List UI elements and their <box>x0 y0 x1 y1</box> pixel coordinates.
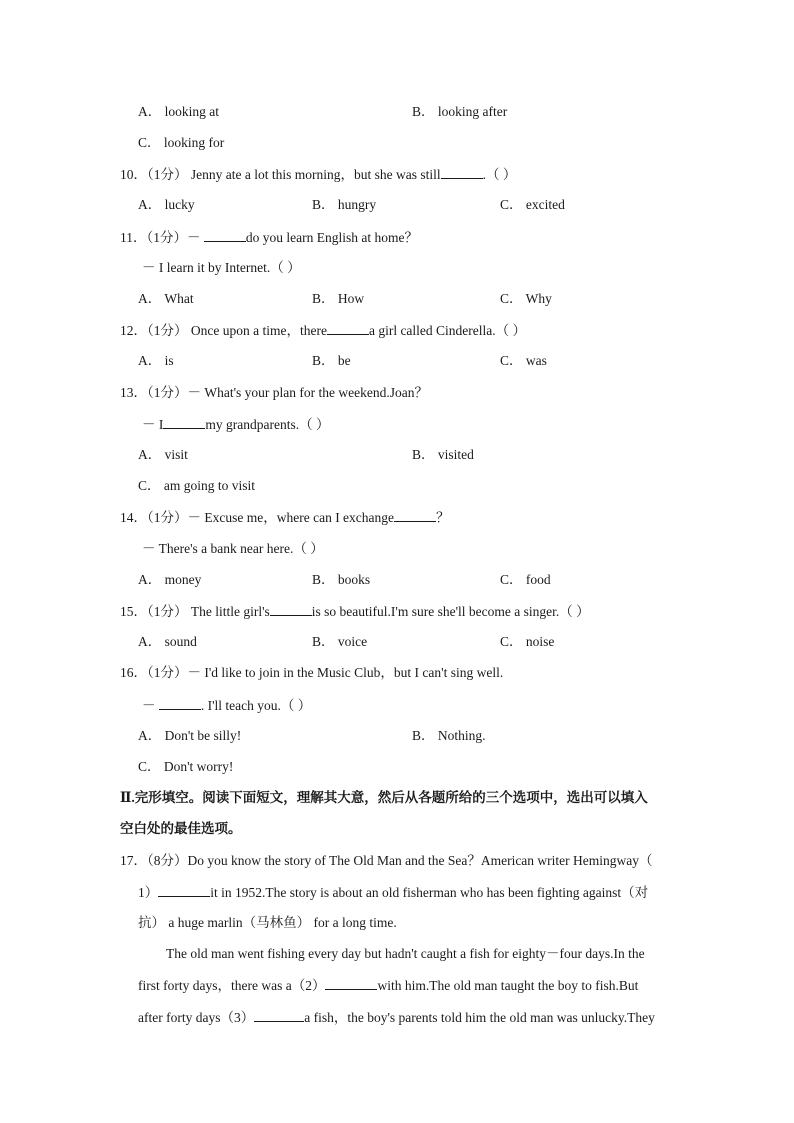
q14-stem-tail: ？ <box>436 510 450 525</box>
q13-option-b: B． visited <box>412 447 474 462</box>
q13-answer-text: － I <box>142 417 164 432</box>
q11-stem <box>120 228 418 247</box>
q16-stem: 16．（1分）－ I'd like to join in the Music Club，but I can't sing well. <box>120 665 504 680</box>
q15-option-a: A． sound <box>138 634 197 649</box>
q17-passage-line3-tail: a fish，the boy's parents told him the old man was unlucky.They <box>304 1010 655 1025</box>
q17-passage-line2-tail: with him.The old man taught the boy to fish.But <box>377 978 639 993</box>
q12-stem-text: 12．（1分） Once upon a time，there <box>120 323 327 338</box>
q14-answer-line: － There's a bank near here.（ ） <box>142 541 324 556</box>
q14-option-c: C． food <box>500 572 551 587</box>
q10-option-a: A． lucky <box>138 197 195 212</box>
q16-answer-tail: . I'll teach you.（ ） <box>200 698 312 713</box>
q16-option-b: B． Nothing. <box>412 728 486 743</box>
section2-instruction: Ⅱ.完形填空。阅读下面短文，理解其大意，然后从各题所给的三个选项中，选出可以填入 <box>120 790 648 805</box>
q17-passage-line1: The old man went fishing every day but hadn't caught a fish for eighty－four days.In the <box>166 946 645 961</box>
q17-passage-line3-text: after forty days（3） <box>138 1010 255 1025</box>
q17-intro: 17．（8分）Do you know the story of The Old Man and the Sea？American writer Hemingway（ <box>120 853 653 868</box>
q17-blank-2 <box>325 976 377 990</box>
q13-option-a: A． visit <box>138 447 188 462</box>
q10-option-b: B． hungry <box>312 197 377 212</box>
q16-answer-text: － <box>142 698 159 713</box>
q16-option-c: C． Don't worry! <box>138 759 234 774</box>
section2-instruction-cont: 空白处的最佳选项。 <box>120 821 242 836</box>
q13-blank <box>163 415 205 429</box>
q13-option-c: C． am going to visit <box>138 478 256 493</box>
q17-intro-line2-tail: it in 1952.The story is about an old fisherman who has been fighting against（对 <box>210 885 649 900</box>
q17-passage-line3 <box>138 1008 655 1027</box>
q9-option-c: C． looking for <box>138 135 225 150</box>
q15-blank <box>270 602 312 616</box>
q12-stem <box>120 321 526 340</box>
q13-answer-tail: my grandparents.（ ） <box>205 417 330 432</box>
q14-stem <box>120 508 450 527</box>
q16-answer-line <box>142 696 311 715</box>
q17-intro-line2 <box>138 883 648 902</box>
q15-option-b: B． voice <box>312 634 368 649</box>
q10-stem <box>120 165 516 184</box>
q9-option-a: A． looking at <box>138 104 219 119</box>
q16-option-a: A． Don't be silly! <box>138 728 242 743</box>
q16-blank <box>159 696 201 710</box>
q17-blank-1 <box>158 883 210 897</box>
q15-stem <box>120 602 590 621</box>
q12-blank <box>327 321 369 335</box>
q17-blank1-label: 1） <box>138 885 159 900</box>
q12-option-b: B． be <box>312 353 351 368</box>
q12-option-a: A． is <box>138 353 174 368</box>
q11-blank <box>204 228 246 242</box>
q10-stem-text: 10．（1分） Jenny ate a lot this morning，but she was still <box>120 167 441 182</box>
q14-option-a: A． money <box>138 572 202 587</box>
q10-blank <box>441 165 483 179</box>
q9-option-b: B． looking after <box>412 104 508 119</box>
q11-stem-tail: do you learn English at home？ <box>245 230 418 245</box>
q13-stem: 13．（1分）－ What's your plan for the weekend.Joan？ <box>120 385 428 400</box>
q10-option-c: C． excited <box>500 197 565 212</box>
q11-option-c: C． Why <box>500 291 552 306</box>
q13-answer-line <box>142 415 329 434</box>
q17-passage-line2 <box>138 976 638 995</box>
q15-option-c: C． noise <box>500 634 555 649</box>
q14-option-b: B． books <box>312 572 371 587</box>
q17-blank-3 <box>254 1008 304 1022</box>
q17-intro-line3: 抗） a huge marlin（马林鱼） for a long time. <box>138 915 397 930</box>
q11-option-b: B． How <box>312 291 365 306</box>
q15-stem-tail: is so beautiful.I'm sure she'll become a singer.（ ） <box>311 604 590 619</box>
q14-stem-text: 14．（1分）－ Excuse me，where can I exchange <box>120 510 395 525</box>
q17-passage-line2-text: first forty days，there was a（2） <box>138 978 326 993</box>
q11-answer-line: － I learn it by Internet.（ ） <box>142 260 301 275</box>
q14-blank <box>394 508 436 522</box>
q15-stem-text: 15．（1分） The little girl's <box>120 604 270 619</box>
q11-stem-text: 11．（1分）－ <box>120 230 204 245</box>
q12-stem-tail: a girl called Cinderella.（ ） <box>368 323 527 338</box>
q12-option-c: C． was <box>500 353 547 368</box>
q11-option-a: A． What <box>138 291 194 306</box>
q10-stem-tail: .（ ） <box>482 167 517 182</box>
